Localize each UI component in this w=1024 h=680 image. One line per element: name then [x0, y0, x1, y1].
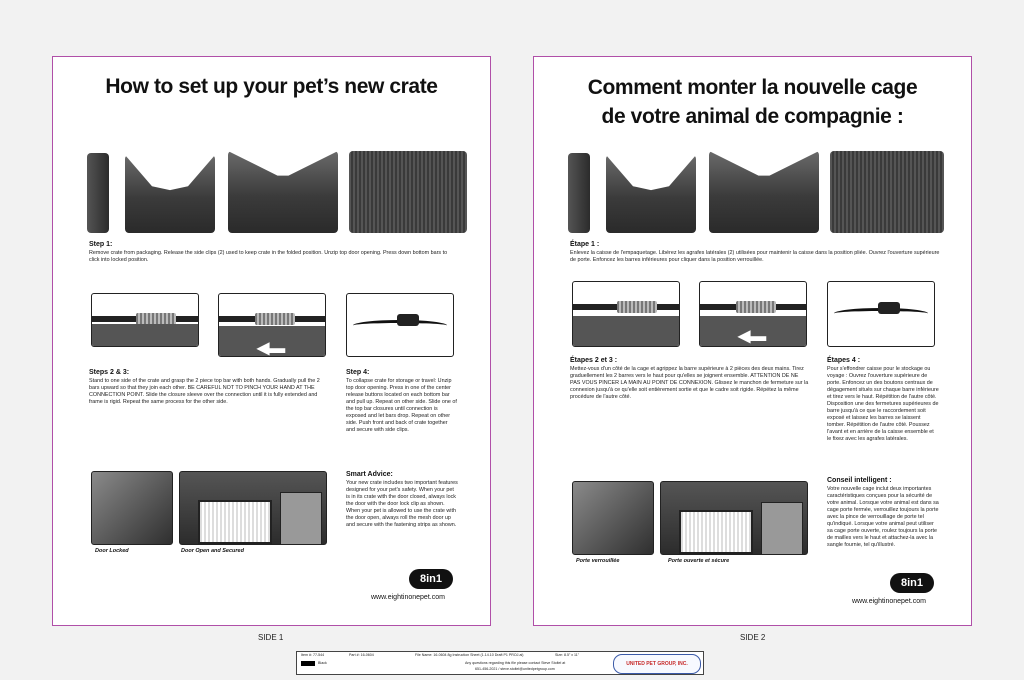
step1-text: Enlevez la caisse de l'empaquetage. Libérez les agrafes latérales (2) utilisées pour maintenir la caisse dans la position pliée. Ouvrez l'ouverture supérieure de porte. Enfoncez les barres inférieures pour cliquer dans la position verrouillée.	[570, 250, 940, 263]
united-pet-group-logo: UNITED PET GROUP, INC.	[613, 654, 701, 674]
page-title: How to set up your pet’s new crate	[105, 75, 438, 98]
photo-closure-sleeve	[699, 281, 807, 347]
brand-url[interactable]: www.eightinonepet.com	[852, 598, 926, 605]
side-label-1: SIDE 1	[258, 633, 284, 642]
advice-heading: Smart Advice:	[346, 471, 393, 478]
instruction-page-side-2	[533, 56, 972, 626]
photo-release-button	[827, 281, 935, 347]
step4-text: Pour s'effondrer caisse pour le stockage ou voyage : Ouvrez l'ouverture supérieure de porte. Enfoncez un des boutons centraux de dégagement situés sur chaque barre inférieure et tirez vers le haut. Répétition de l'autre côté. Disposition une des fermetures supérieures de barre jusqu'à ce que le raccordement soit exposé et laissez les barres se laissent tomber. Répétition de l'autre côté. Poussez l'avant et en arrière de la caisse ensemble et le fixez avec les agrafes latérales.	[827, 366, 939, 442]
instruction-page-side-1	[52, 56, 491, 626]
step1-text: Remove crate from packaging. Release the side clips (2) used to keep crate in the folded position. Unzip top door opening. Press down bottom bars to click into locked position.	[89, 250, 448, 263]
photo-door-locked	[572, 481, 654, 555]
page-size: Size: 8.5" x 11"	[555, 653, 580, 657]
steps23-heading: Steps 2 & 3:	[89, 369, 130, 376]
caption-door-open: Door Open and Secured	[181, 548, 244, 554]
color-name: Black	[318, 661, 327, 665]
photo-top-bar-joint	[572, 281, 680, 347]
item-number: Item #: 77-544	[301, 653, 325, 657]
contact-line-1: Any questions regarding this file please contact Steve Stoltel at	[465, 661, 566, 665]
advice-text: Your new crate includes two important features designed for your pet's safety. When your pet is in its crate with the door closed, always lock the door with the door lock clip as shown. When your pet is allowed to use the crate with the door open, always roll the mesh door up and secure with the fastening strips as shown.	[346, 480, 458, 528]
file-name: File Name: 16-0604 8g Instruction Sheet (1.14.10 Draft P1 PROJ.ai)	[415, 653, 524, 657]
caption-door-locked: Door Locked	[95, 548, 129, 554]
caption-door-locked: Porte verrouillée	[576, 558, 620, 564]
photo-top-bar-joint	[91, 293, 199, 347]
crate-photo-unfolding	[606, 155, 696, 233]
steps23-text: Stand to one side of the crate and grasp the 2 piece top bar with both hands. Gradually pull the 2 bars upward so that they join each other. BE CAREFUL NOT TO PINCH YOUR HAND AT THE CONNECTION POINT. Slide the closure sleeve over the connection until it is fully extended and frame is rigid. Repeat the same process for the other side.	[89, 378, 320, 405]
photo-door-open	[660, 481, 808, 555]
step4-text: To collapse crate for storage or travel: Unzip top door opening. Press in one of the center release buttons located on each bottom bar and pull up. Repeat on other side. Slide one of the top bar closures until connection is exposed and let bars drop. Repeat on other side. Push front and back of crate together and secure with side clips.	[346, 378, 457, 433]
arrow-left-icon: ◀▬	[257, 340, 286, 357]
print-info-footer	[296, 651, 704, 675]
advice-text: Votre nouvelle cage inclut deux importantes caractéristiques conçues pour la sécurité de votre animal. Lorsque votre animal est dans sa cage porte fermée, verrouillez toujours la porte avec la pince de verrouillage de porte tel qu'indiqué. Lorsque votre animal peut utiliser sa cage porte ouverte, roulez toujours la porte de mailles vers le haut et attachez-la avec la sangle fournie, tel qu'illustré.	[827, 486, 939, 548]
brand-logo: 8in1	[409, 569, 453, 589]
advice-heading: Conseil intelligent :	[827, 477, 892, 484]
crate-photo-assembled	[830, 151, 944, 233]
brand-url[interactable]: www.eightinonepet.com	[371, 594, 445, 601]
steps23-text: Mettez-vous d'un côté de la cage et agrippez la barre supérieure à 2 pièces des deux mains. Tirez graduellement les 2 barres vers le haut pour qu'elles se joignent ensemble. ATTENTION DE NE PAS VOUS PINCER LA MAIN AU POINT DE CONNEXION. Glissez le manchon de fermeture sur la connexion jusqu'à ce qu'elle soit entièrement sortie et que le cadre soit rigide. Répétez la même procédure de l'autre côté.	[570, 366, 809, 400]
page-title-line-2: de votre animal de compagnie :	[601, 105, 904, 128]
step4-heading: Step 4:	[346, 369, 370, 376]
step1-heading: Étape 1 :	[570, 241, 600, 248]
crate-photo-assembled	[349, 151, 467, 233]
photo-closure-sleeve	[218, 293, 326, 357]
page-title	[534, 73, 971, 131]
step1-heading: Step 1:	[89, 241, 113, 248]
crate-photo-folded	[568, 153, 590, 233]
page-title-line-1: Comment monter la nouvelle cage	[587, 76, 918, 99]
step4-heading: Étapes 4 :	[827, 357, 861, 364]
crate-photo-half-open	[709, 151, 819, 233]
side-label-2: SIDE 2	[740, 633, 766, 642]
caption-door-open: Porte ouverte et sécure	[668, 558, 730, 564]
photo-door-locked	[91, 471, 173, 545]
part-number: Part #: 16-0604	[349, 653, 374, 657]
color-swatch	[301, 661, 315, 666]
crate-photo-folded	[87, 153, 109, 233]
photo-release-button	[346, 293, 454, 357]
brand-logo: 8in1	[890, 573, 934, 593]
contact-line-2: 651-456-2021 / steve.stoltel@unitedpetgroup.com	[475, 667, 555, 671]
photo-door-open	[179, 471, 327, 545]
arrow-left-icon: ◀▬	[738, 328, 767, 345]
crate-photo-unfolding	[125, 155, 215, 233]
crate-photo-half-open	[228, 151, 338, 233]
steps23-heading: Étapes 2 et 3 :	[570, 357, 618, 364]
